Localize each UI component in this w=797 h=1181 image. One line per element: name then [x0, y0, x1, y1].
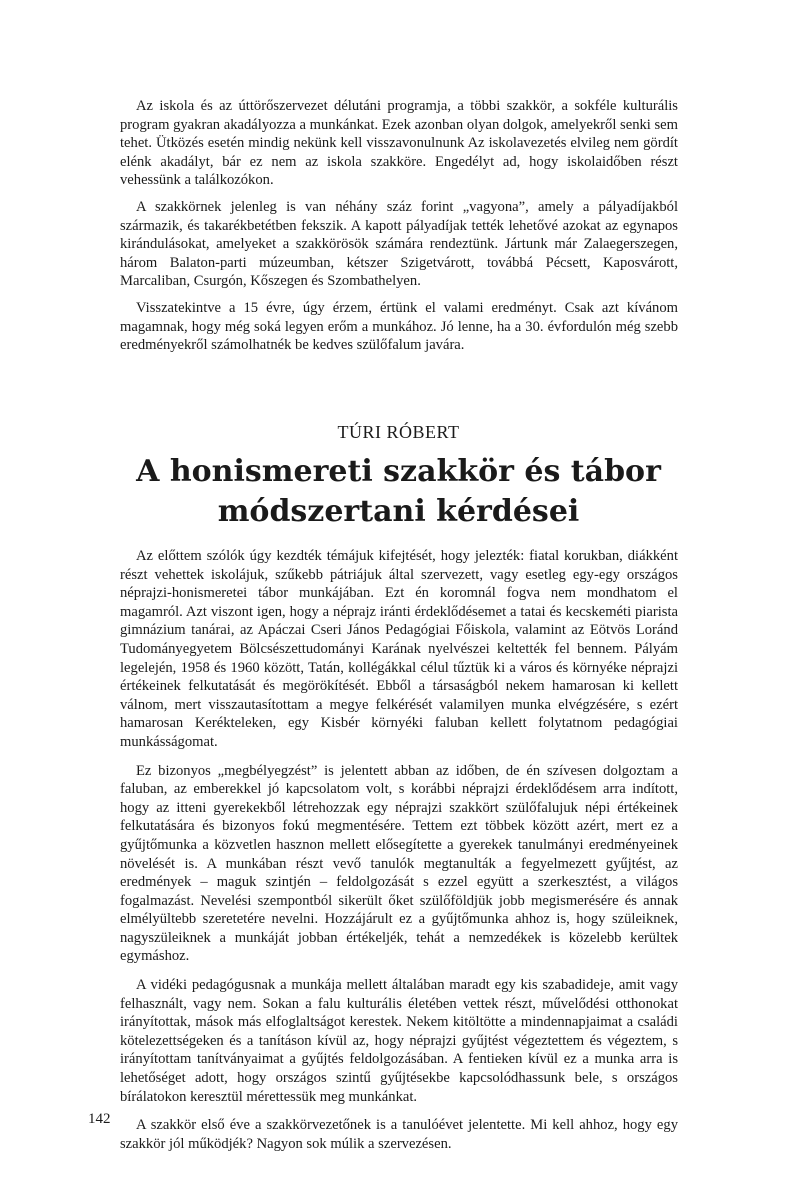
article-author: TÚRI RÓBERT — [337, 422, 460, 442]
article-title — [0, 452, 797, 532]
article-body — [120, 547, 678, 1153]
article-title-line: A honismereti szakkör és tábor — [136, 454, 661, 489]
paragraph: Az előttem szólók úgy kezdték témájuk kifejtését, hogy jelezték: fiatal korukban, diákként részt vehettek iskolájuk, szűkebb pátriájuk által szervezett, vagy esetleg egy-egy országos néprajzi-honismeretei tábor munkájában. Ezt én koromnál fogva nem mondhatom el magamról. Azt viszont igen, hogy a néprajz iránti érdeklődésemet a tatai és kecskeméti piarista gimnázium tanárai, az Apáczai Cseri János Pedagógiai Főiskola, valamint az Eötvös Loránd Tudományegyetem Bölcsészettudományi Karának nyelvészei keltették fel bennem. Pályám legelején, 1958 és 1960 között, Tatán, kollégákkal célul tűztük ki a város és környéke néprajzi értékeinek felkutatását és megörökítését. Ebből a társaságból nekem hamarosan ki kellett válnom, mert visszautasítottam a megye felkérését valamilyen munka elvégzésére, s ezért hamarosan Kerékteleken, egy Kisbér környéki faluban kellett folytatnom pedagógiai munkásságomat. — [120, 548, 678, 750]
article-title-line: módszertani kérdései — [217, 494, 580, 529]
page-number: 142 — [88, 1111, 111, 1127]
paragraph: Az iskola és az úttörőszervezet délutáni programja, a többi szakkör, a sokféle kulturális program gyakran akadályozza a munkánkat. Ezek azonban olyan dolgok, amelyekről senki sem tehet. Ütközés esetén mindig nekünk kell visszavonulnunk Az iskolavezetés elvileg nem gördít elénk akadályt, bár ez nem az iskola szakköre. Engedélyt ad, hogy iskolaidőben részt vehessünk a találkozókon. — [120, 98, 679, 189]
paragraph: Ez bizonyos „megbélyegzést” is jelentett abban az időben, de én szívesen dolgoztam a faluban, az emberekkel jó kapcsolatom volt, s korábbi néprajzi érdeklődésem arra indított, hogy az itteni gyerekekből létrehozzak egy néprajzi szakkört szülőfalujuk népi értékeinek felkutatására és bizonyos fokú megmentésére. Tettem ezt többek között azért, mert ez a gyűjtőmunka a közvetlen hasznon mellett elősegítette a gyerekek tanulmányi eredményeinek növelését is. A munkában részt vevő tanulók megtanulták a fegyelmezett gyűjtést, az eredmények – maguk szintjén – feldolgozását s ezzel együtt a szerkesztést, a világos fogalmazást. Nevelési szempontból sikerült őket szülőföldjük jobb megismerésére és annak elmélyültebb szeretetére nevelni. Hozzájárult ez a gyűjtőmunka ahhoz is, hogy szüleiknek, nagyszüleiknek a munkáját jobban értékeljék, tehát a nemzedékek is közelebb kerültek egymáshoz. — [120, 762, 678, 965]
paragraph: A szakkör első éve a szakkörvezetőnek is a tanulóévet jelentette. Mi kell ahhoz, hogy egy szakkör jól működjék? Nagyon sok múlik a szervezésen. — [120, 1117, 678, 1152]
paragraph: Visszatekintve a 15 évre, úgy érzem, értünk el valami eredményt. Csak azt kívánom magamnak, hogy még soká legyen erőm a munkához. Jó lenne, ha a 30. évfordulón még szebb eredményekről számolhatnék be kedves szülőfalum javára. — [120, 299, 678, 354]
paragraph: A szakkörnek jelenleg is van néhány száz forint „vagyona”, amely a pályadíjakból származik, és takarékbetétben fekszik. A kapott pályadíjak tették lehetővé azokat az egynapos kirándulásokat, amelyeket a szakkörösök számára rendeztünk. Jártunk már Zalaegerszegen, három Balaton-parti múzeumban, kétszer Szigetvárott, továbbá Pécsett, Kaposvárott, Marcaliban, Csurgón, Kőszegen és Szombathelyen. — [120, 198, 678, 290]
paragraph: A vidéki pedagógusnak a munkája mellett általában maradt egy kis szabadideje, amit vagy felhasznált, vagy nem. Sokan a falu kulturális életében vettek részt, művelődési otthonokat irányítottak, mások más elfoglaltságot kerestek. Nekem kitöltötte a mindennapjaimat a családi kötelezettségeken és a tanításon kívül az, hogy néprajzi gyűjtést végeztettem és végeztem, s irányítottam tanítványaimat a gyűjtés feldolgozásában. A fentieken kívül ez a munka arra is lehetőséget adott, hogy országos szintű gyűjtésekbe kapcsolódhassunk bele, s országos bírálatokon keresztül mérettessük meg munkánkat. — [120, 977, 678, 1105]
previous-article-ending — [120, 97, 678, 355]
